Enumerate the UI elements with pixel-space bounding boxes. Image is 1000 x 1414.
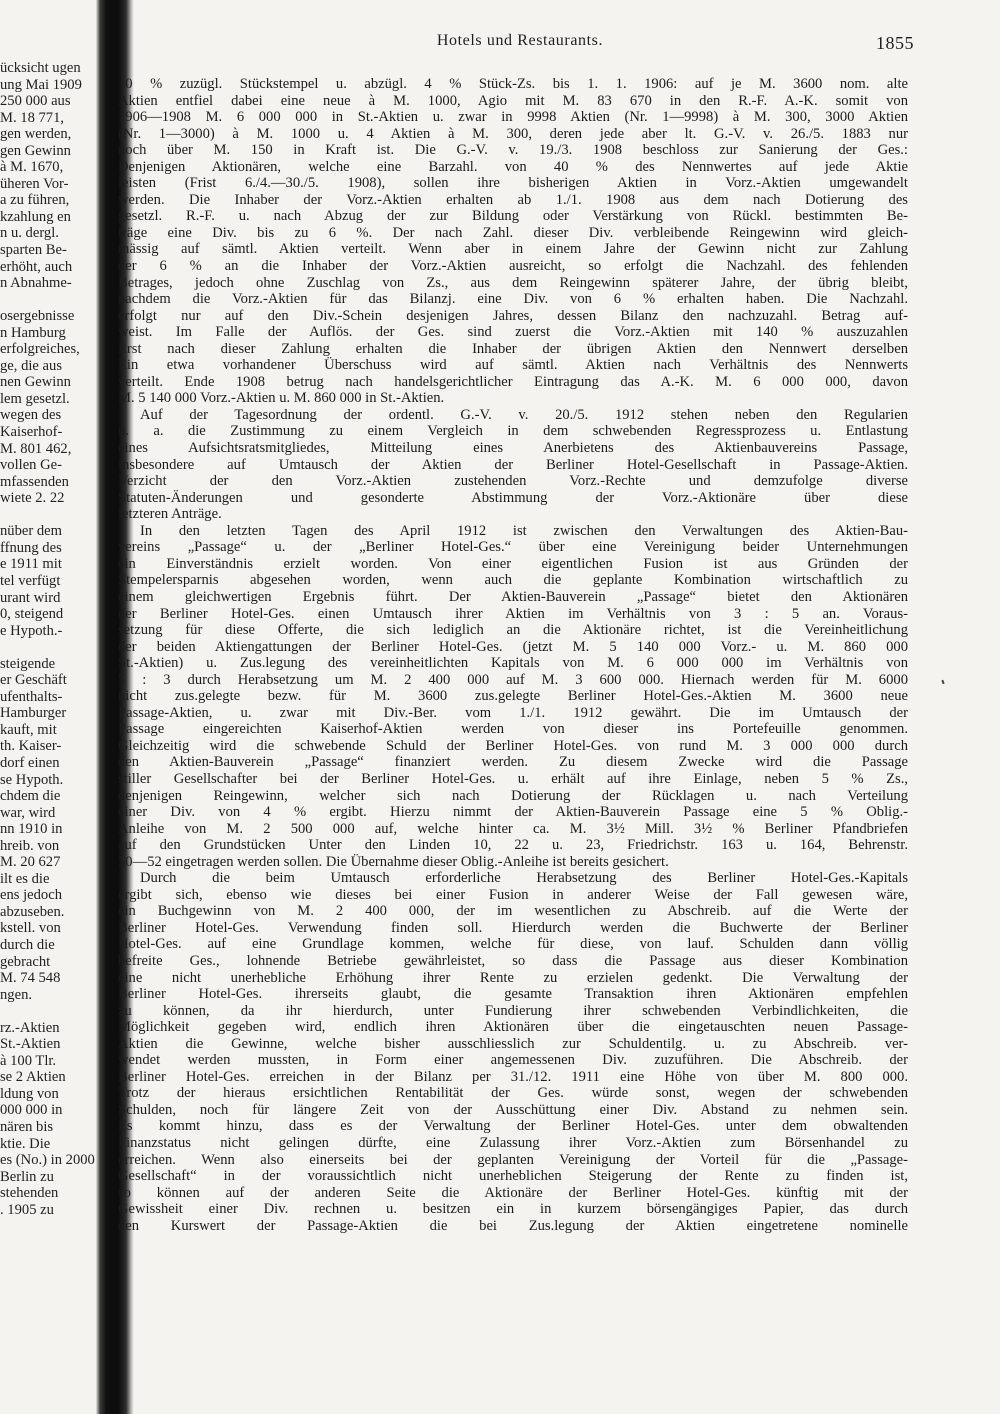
left-column-line: erhöht, auch [0,258,73,275]
left-column-line: urant wird [0,589,61,606]
text-line: den Kurswert der Passage-Aktien die bei Zus.legung der Aktien eingetretene nominelle [118,1217,908,1234]
text-line: Gesellschaft“ in der voraussichtlich nicht unerheblichen Steigerung der Rente zu finden ist, [118,1168,908,1185]
left-column-line: chdem die [0,788,61,805]
left-column-line: n Abnahme- [0,275,72,292]
left-column-blank [0,639,96,656]
left-column-line: nen Gewinn [0,374,71,391]
text-line: Möglichkeit gegeben wird, endlich ihren Aktionären über die eingetauschten neuen Passage- [118,1019,908,1036]
text-line: ein Einverständnis erzielt worden. Von einer eigentlichen Fusion ist aus Gründen der [118,555,908,572]
text-line: Aktien entfiel dabei eine neue à M. 1000, Agio mit M. 83 670 in den R.-F. A.-K. somit von [118,92,908,109]
text-line: Schulden, noch für längere Zeit von der Ausschüttung einer Div. Abstand zu nehmen sein. [118,1101,908,1118]
text-line: gesetzl. R.-F. u. nach Abzug der zur Bildung oder Verstärkung von Rückl. bestimmten Be- [118,208,908,225]
text-line: St.-Aktien) u. Zus.legung des vereinheitlichten Kapitals von M. 6 000 000 im Verhältnis von [118,655,908,672]
text-line: weist. Im Falle der Auflös. der Ges. sind zuerst die Vorz.-Aktien mit 140 % auszuzahlen [118,324,908,341]
left-column-line: stehenden [0,1185,59,1202]
left-column-line: . 1905 zu [0,1201,54,1218]
text-line: Passage-Aktien, u. zwar mit Div.-Ber. vom 1./1. 1912 gewährt. Die im Umtausch der [118,704,908,721]
text-line: insbesondere auf Umtausch der Aktien der Berliner Hotel-Gesellschaft in Passage-Aktien. [118,456,908,473]
left-column-line: M. 801 462, [0,440,72,457]
left-column-line: nn 1910 in [0,821,63,838]
text-line: einem gleichwertigen Ergebnis führt. Der Aktien-Bauverein „Passage“ bietet den Aktionären [118,588,908,605]
stray-ink-mark [941,680,944,684]
left-column-line: wegen des [0,407,62,424]
text-line: Betrages, jedoch ohne Zuschlag von Zs., aus dem Reingewinn späterer Jahre, der übrig bleibt, [118,274,908,291]
text-line: Durch die beim Umtausch erforderliche Herabsetzung des Berliner Hotel-Ges.-Kapitals [140,870,908,887]
left-column-line: er Geschäft [0,672,67,689]
left-column-line: ffnung des [0,539,62,556]
text-line: träge eine Div. bis zu 6 %. Der nach Zahl. dieser Div. verbleibende Reingewinn wird gleich- [118,224,908,241]
left-column-line: ngen. [0,986,33,1003]
left-column-line: ge, die aus [0,357,63,374]
text-line: Statuten-Änderungen und gesonderte Abstimmung der Vorz.-Aktionäre über diese [118,489,908,506]
left-column-line: Berlin zu [0,1168,54,1185]
left-column-line: abzuseben. [0,903,65,920]
text-line: Auf der Tagesordnung der ordentl. G.-V. v. 20./5. 1912 stehen neben den Regularien [140,406,908,423]
text-line: erfolgt nur auf den Div.-Schein desjenigen Jahres, dessen Bilanz den nachzuzahl. Betrag auf- [118,307,908,324]
text-line: Hotel-Ges. auf eine Grundlage kommen, welche für diese, von lauf. Schulden dann völlig [118,936,908,953]
text-line: Finanzstatus nicht gelingen dürfte, eine Zulassung ihrer Vorz.-Aktien zum Börsenhandel zu [118,1135,908,1151]
text-line: so können auf der anderen Seite die Aktionäre der Berliner Hotel-Ges. künftig mit der [118,1184,908,1201]
text-line: befreite Ges., lohnende Betriebe gewährleistet, so dass die Passage aus dieser Kombination [118,952,908,969]
left-column-line: üheren Vor- [0,175,69,192]
left-column-line: kauft, mit [0,721,57,738]
left-column-line: nären bis [0,1119,54,1135]
text-line: ergibt sich, ebenso wie dieses bei einer Fusion in anderer Weise der Fall gewesen wäre, [118,886,908,903]
text-line: nachdem die Vorz.-Aktien für das Bilanzj. eine Div. von 6 % erhalten haben. Die Nachzahl. [118,291,908,308]
left-column-line: St.-Aktien [0,1036,61,1053]
left-column-line: ung Mai 1909 [0,76,82,93]
text-line: Es kommt hinzu, dass es der Verwaltung der Berliner Hotel-Ges. unter dem obwaltenden [118,1118,908,1135]
left-column-line: sparten Be- [0,242,67,259]
left-column-line: e Hypoth.- [0,622,63,639]
text-line: M. 5 140 000 Vorz.-Aktien u. M. 860 000 in St.-Aktien. [118,390,445,407]
left-column-line: se Hypoth. [0,771,64,788]
text-line: Gleichzeitig wird die schwebende Schuld der Berliner Hotel-Ges. von rund M. 3 000 000 durch [118,737,908,754]
text-line: Trotz der hieraus ersichtlichen Rentabilität der Ges. würde sonst, wegen der schwebenden [118,1085,908,1102]
left-column-line: ufenthalts- [0,688,63,705]
text-line: (Nr. 1—3000) à M. 1000 u. 4 Aktien à M. 300, deren jede aber lt. G.-V. v. 26./5. 1883 nur [118,125,908,142]
left-column-line: dorf einen [0,754,60,771]
text-line: eines Aufsichtsratsmitgliedes, Mitteilung eines Anerbietens des Aktienbauvereins Passage, [118,440,908,457]
text-line: 50—52 eingetragen werden sollen. Die Übernahme dieser Oblig.-Anleihe ist bereits gesichert. [118,853,669,870]
left-column-line: e 1911 mit [0,556,62,573]
text-line: 5 : 3 durch Herabsetzung um M. 2 400 000 auf M. 3 600 000. Hiernach werden für M. 6000 [118,671,908,688]
text-line: der Berliner Hotel-Ges. einen Umtausch ihrer Aktien im Verhältnis von 3 : 5 an. Voraus- [118,605,908,622]
left-column-line: osergebnisse [0,308,75,325]
text-line: 10 % zuzügl. Stückstempel u. abzügl. 4 % Stück-Zs. bis 1. 1. 1906: auf je M. 3600 nom. alte [118,76,908,92]
left-column-line: es (No.) in 2000 [0,1152,95,1169]
left-column-line: th. Kaiser- [0,738,62,755]
page-number: 1855 [876,33,914,53]
left-column-line: tel verfügt [0,572,61,589]
text-line: der 6 % an die Inhaber der Vorz.-Aktien ausreicht, so erfolgt die Nachzahl. des fehlenden [118,258,908,275]
text-line: Berliner Hotel-Ges. ihrerseits glaubt, die gesamte Transaktion ihren Aktionären empfehlen [118,986,908,1003]
text-line: Aktien die Gewinne, welche bisher ausschliesslich zur Schuldentilg. u. zu Abschreib. ver- [118,1035,908,1052]
text-line: u. a. die Zustimmung zu einem Vergleich in dem schwebenden Regressprozess u. Entlastung [118,423,908,440]
left-column-line: ilt es die [0,870,50,887]
text-line: mässig auf sämtl. Aktien verteilt. Wenn aber in einem Jahre der Gewinn nicht zur Zahlung [118,241,908,258]
text-line: ein Buchgewinn von M. 2 400 000, der im wesentlichen zu Abschreib. auf die Werte der [118,903,908,920]
left-column-line: wiete 2. 22 [0,490,65,507]
left-column-line: M. 18 771, [0,109,65,126]
left-column-line: à 100 Tlr. [0,1052,57,1069]
text-line: setzung für diese Offerte, die sich lediglich an die Aktionäre richtet, ist die Vereinheitlichung [118,622,908,639]
left-column-line: mfassenden [0,473,69,490]
text-line: Anleihe von M. 2 500 000 auf, welche hinter ca. M. 3½ Mill. 3½ % Berliner Pfandbriefen [118,820,908,837]
left-column-blank [0,292,96,309]
left-column-line: 0, steigend [0,606,64,623]
main-text-column [118,76,908,1234]
text-line: erreichen. Wenn also einerseits bei der geplanten Vereinigung der Vorteil für die „Passage- [118,1151,908,1168]
left-column-line: n u. dergl. [0,225,59,242]
left-column-line: ens jedoch [0,887,63,904]
left-column-line: erfolgreiches, [0,341,80,358]
left-column-line: steigende [0,655,56,672]
left-column-line: ücksicht ugen [0,60,81,76]
text-line: Verzicht der den Vorz.-Aktien zustehenden Vorz.-Rechte und demzufolge diverse [118,473,908,490]
text-line: letzteren Anträge. [118,506,222,523]
text-line: den Aktien-Bauverein „Passage“ finanziert werden. Zu diesem Zwecke wird die Passage [118,754,908,771]
left-column-line: Hamburger [0,705,67,722]
text-line: einer Div. von 4 % ergibt. Hierzu nimmt der Aktien-Bauverein Passage eine 5 % Oblig.- [118,804,908,821]
text-line: auf den Grundstücken Unter den Linden 10, 22 u. 23, Friedrichstr. 163 u. 164, Behrenstr. [118,837,908,854]
left-column-line: n Hamburg [0,324,66,341]
text-line: noch über M. 150 in Kraft ist. Die G.-V. v. 19./3. 1908 beschloss zur Sanierung der Ges.: [118,142,908,159]
left-column-line: hreib. von [0,837,60,854]
left-column-line: M. 20 627 [0,854,61,871]
text-line: Denjenigen Aktionären, welche eine Barzahl. von 40 % des Nennwertes auf jede Aktie [118,158,908,175]
text-line: denjenigen Reingewinn, welcher sich nach Dotierung der Rücklagen u. nach Verteilung [118,787,908,804]
text-line: Berliner Hotel-Ges. erreichen in der Bilanz per 31./12. 1911 eine Höhe von über M. 800 000. [118,1068,908,1085]
left-column-blank [0,1003,96,1020]
text-line: Ein etwa vorhandener Überschuss wird auf sämtl. Aktien nach Verhältnis des Nennwerts [118,357,908,374]
left-column-line: Kaiserhof- [0,424,63,441]
text-line: Erst nach dieser Zahlung erhalten die Inhaber der übrigen Aktien den Nennwert derselben [118,340,908,357]
text-line: Berliner Hotel-Ges. Verwendung finden soll. Hierdurch werden die Buchwerte der Berliner [118,919,908,936]
left-column-blank [0,507,96,524]
text-line: stiller Gesellschafter bei der Berliner Hotel-Ges. u. erhält auf ihre Einlage, neben 5 % Zs., [118,770,908,787]
left-column-line: gen Gewinn [0,142,71,159]
left-column-line: durch die [0,936,55,953]
text-line: werden. Die Inhaber der Vorz.-Aktien erhalten ab 1./1. 1908 aus dem nach Dotierung des [118,191,908,208]
left-column-line: rz.-Aktien [0,1019,60,1036]
left-column-line: ldung von [0,1085,59,1102]
text-line: wendet werden mussten, in Form einer angemessenen Div. zuzuführen. Die Abschreib. der [118,1052,908,1069]
left-column-line: gen werden, [0,126,72,143]
text-line: Passage eingereichten Kaiserhof-Aktien werden von dieser ins Portefeuille genommen. [118,721,908,738]
left-column-line: lem gesetzl. [0,390,70,407]
running-header-title: Hotels und Restaurants. [436,32,604,49]
left-column-line: nüber dem [0,523,63,540]
left-column-line: 250 000 aus [0,93,71,110]
adjacent-page-column [0,60,96,1380]
left-column-line: 000 000 in [0,1102,63,1119]
left-column-line: ktie. Die [0,1135,51,1152]
left-column-line: kzahlung en [0,208,71,225]
text-line: Gewissheit einer Div. rechnen u. besitzen ein in kurzem börsengängiges Papier, das durch [118,1201,908,1218]
left-column-line: à M. 1670, [0,159,64,176]
left-column-line: se 2 Aktien [0,1069,66,1086]
left-column-line: war, wird [0,804,56,821]
left-column-line: kstell. von [0,920,61,937]
text-line: Stempelersparnis abgesehen worden, wenn auch die geplante Kombination wirtschaftlich zu [118,572,908,589]
left-column-line: vollen Ge- [0,457,63,474]
left-column-line: M. 74 548 [0,970,61,987]
text-line: eine nicht unerhebliche Erhöhung ihrer Rente zu erzielen gedenkt. Die Verwaltung der [118,969,908,986]
left-column-line: gebracht [0,953,51,970]
left-column-line: a zu führen, [0,192,70,209]
text-line: vereins „Passage“ u. der „Berliner Hotel-Ges.“ über eine Vereinigung beider Unternehmungen [118,539,908,556]
text-line: nicht zus.gelegte bezw. für M. 3600 zus.gelegte Berliner Hotel-Ges.-Aktien M. 3600 neue [118,688,908,705]
text-line: der beiden Aktiengattungen der Berliner Hotel-Ges. (jetzt M. 5 140 000 Vorz.- u. M. 860 000 [118,638,908,655]
text-line: In den letzten Tagen des April 1912 ist zwischen den Verwaltungen des Aktien-Bau- [140,522,908,539]
text-line: 1906—1908 M. 6 000 000 in St.-Aktien u. zwar in 9998 Aktien (Nr. 1—9998) à M. 300, 3000 Aktien [118,109,908,126]
text-line: verteilt. Ende 1908 betrug nach handelsgerichtlicher Eintragung das A.-K. M. 6 000 000, davon [118,373,908,390]
text-line: zu können, da ihr hierdurch, unter Fundierung ihrer schwebenden Verbindlichkeiten, die [118,1002,908,1019]
text-line: leisten (Frist 6./4.—30./5. 1908), sollen ihre bisherigen Aktien in Vorz.-Aktien umgewandelt [118,175,908,192]
